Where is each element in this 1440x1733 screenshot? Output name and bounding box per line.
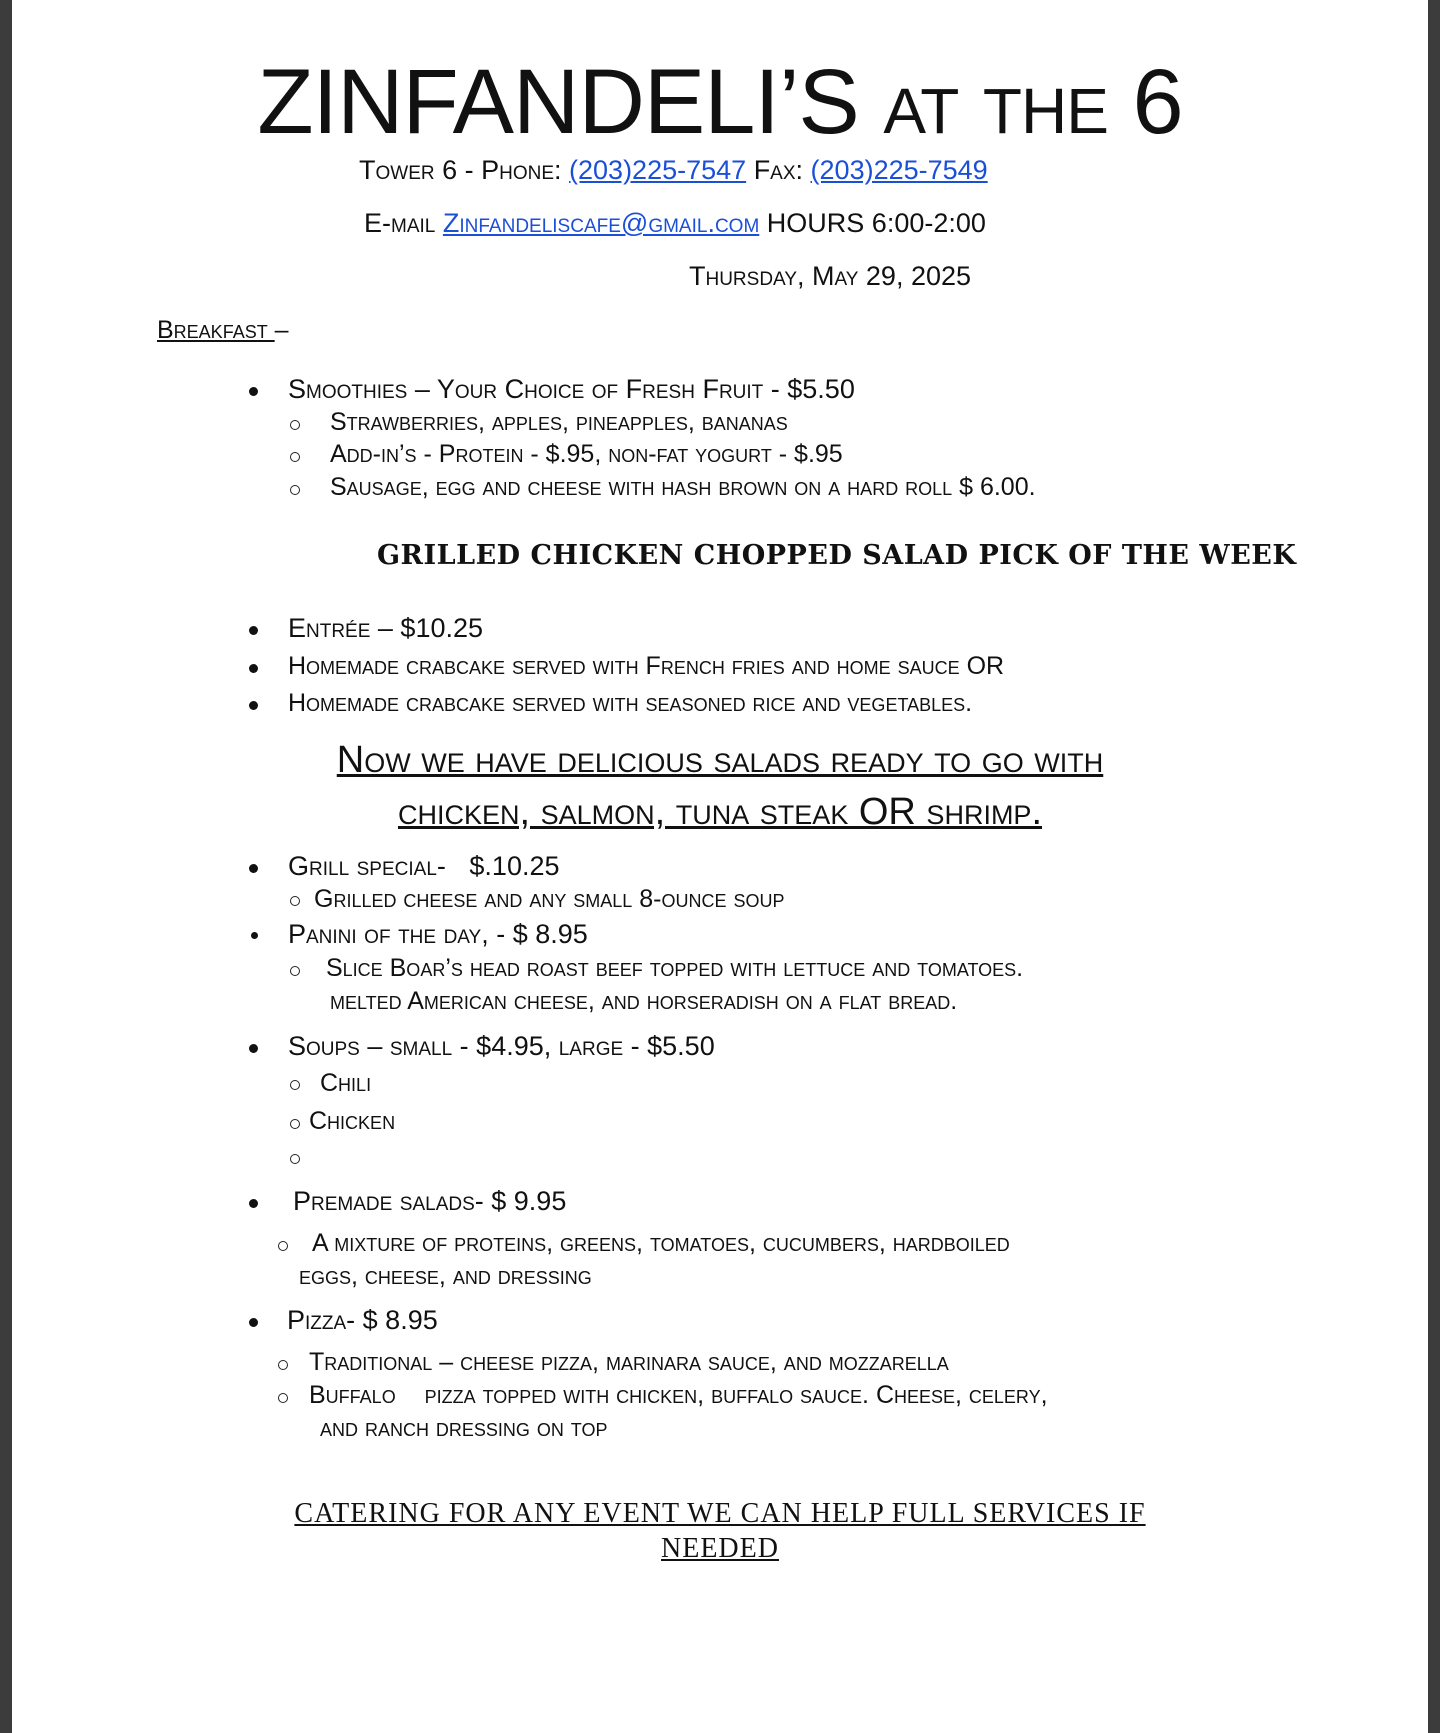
soups-item: Soups – small - $4.95, large - $5.50 xyxy=(288,1031,715,1061)
bullet-icon xyxy=(249,1044,258,1053)
crabcake-fries: Homemade crabcake served with French fries and home sauce OR xyxy=(288,652,1005,680)
tower-label: Tower 6 - Phone: xyxy=(359,155,562,185)
sub-bullet-icon xyxy=(290,1080,300,1090)
fax-link[interactable]: (203)225-7549 xyxy=(810,155,988,185)
sub-bullet-icon xyxy=(290,1154,300,1164)
bullet-icon xyxy=(249,664,258,673)
menu-date: Thursday, May 29, 2025 xyxy=(689,261,972,291)
cafe-title xyxy=(12,52,1428,152)
sub-bullet-icon xyxy=(278,1360,288,1370)
premade-salads-item: Premade salads- $ 9.95 xyxy=(293,1186,567,1216)
sub-bullet-icon xyxy=(278,1393,288,1403)
pizza-traditional: Traditional – cheese pizza, marinara sauce, and mozzarella xyxy=(309,1348,949,1376)
salads-banner-line1: Now we have delicious salads ready to go with xyxy=(336,739,1104,781)
grill-label: Grill special- xyxy=(288,851,446,881)
menu-page xyxy=(12,0,1428,1733)
panini-description-2: melted American cheese, and horseradish on a flat bread. xyxy=(330,987,958,1015)
bullet-icon xyxy=(249,701,258,710)
grill-description: Grilled cheese and any small 8-ounce soup xyxy=(314,885,785,913)
crabcake-rice: Homemade crabcake served with seasoned rice and vegetables. xyxy=(288,689,973,717)
grill-price: $.10.25 xyxy=(469,851,560,881)
panini-item: Panini of the day, - $ 8.95 xyxy=(288,919,588,949)
email-line xyxy=(364,208,986,239)
bullet-icon xyxy=(251,932,258,939)
sub-bullet-icon xyxy=(290,1119,300,1129)
title-main: ZINFANDELI’S xyxy=(257,51,859,153)
sausage-egg-item: Sausage, egg and cheese with hash brown on a hard roll $ 6.00. xyxy=(330,473,1036,501)
breakfast-heading xyxy=(157,316,289,345)
premade-description-1: A mixture of proteins, greens, tomatoes, cucumbers, hardboiled xyxy=(312,1229,1010,1257)
pick-of-the-week: GRILLED CHICKEN CHOPPED SALAD PICK OF THE WEEK xyxy=(377,540,1297,571)
salads-banner-line2: chicken, salmon, tuna steak OR shrimp. xyxy=(397,791,1043,833)
pizza-item: Pizza- $ 8.95 xyxy=(287,1305,438,1335)
bullet-icon xyxy=(249,626,258,635)
sub-bullet-icon xyxy=(290,896,300,906)
breakfast-heading-text: Breakfast xyxy=(157,316,275,344)
bullet-icon xyxy=(249,864,258,873)
catering-line2: NEEDED xyxy=(661,1533,779,1564)
title-rest: at the 6 xyxy=(883,51,1183,153)
sub-bullet-icon xyxy=(290,452,300,462)
hours-text: HOURS 6:00-2:00 xyxy=(766,208,986,238)
smoothies-item: Smoothies – Your Choice of Fresh Fruit - $5.50 xyxy=(288,374,855,404)
catering-line1: CATERING FOR ANY EVENT WE CAN HELP FULL SERVICES IF xyxy=(294,1498,1146,1529)
pizza-buffalo-name: Buffalo xyxy=(309,1381,396,1409)
grill-special xyxy=(288,851,560,882)
pizza-buffalo-desc-2: and ranch dressing on top xyxy=(320,1414,608,1442)
sub-bullet-icon xyxy=(290,966,300,976)
bullet-icon xyxy=(249,1318,258,1327)
entree-item: Entrée – $10.25 xyxy=(288,613,484,643)
phone-link[interactable]: (203)225-7547 xyxy=(569,155,747,185)
bullet-icon xyxy=(249,387,258,396)
pizza-buffalo-desc: pizza topped with chicken, buffalo sauce. Cheese, celery, xyxy=(424,1381,1048,1409)
pizza-buffalo xyxy=(309,1381,1048,1410)
premade-description-2: eggs, cheese, and dressing xyxy=(299,1262,592,1290)
breakfast-dash: – xyxy=(274,316,289,344)
email-link[interactable]: Zinfandeliscafe@gmail.com xyxy=(442,208,760,238)
sub-bullet-icon xyxy=(290,420,300,430)
fax-label: Fax: xyxy=(753,155,804,185)
panini-description-1: Slice Boar’s head roast beef topped with lettuce and tomatoes. xyxy=(326,954,1024,982)
soup-chicken: Chicken xyxy=(309,1107,396,1135)
soup-chili: Chili xyxy=(320,1069,372,1097)
email-label: E-mail xyxy=(364,208,436,238)
smoothie-fruits: Strawberries, apples, pineapples, bananas xyxy=(330,408,788,436)
bullet-icon xyxy=(249,1199,258,1208)
smoothie-addins: Add-in’s - Protein - $.95, non-fat yogurt - $.95 xyxy=(330,440,843,468)
sub-bullet-icon xyxy=(290,485,300,495)
sub-bullet-icon xyxy=(278,1241,288,1251)
contact-line xyxy=(359,155,988,186)
